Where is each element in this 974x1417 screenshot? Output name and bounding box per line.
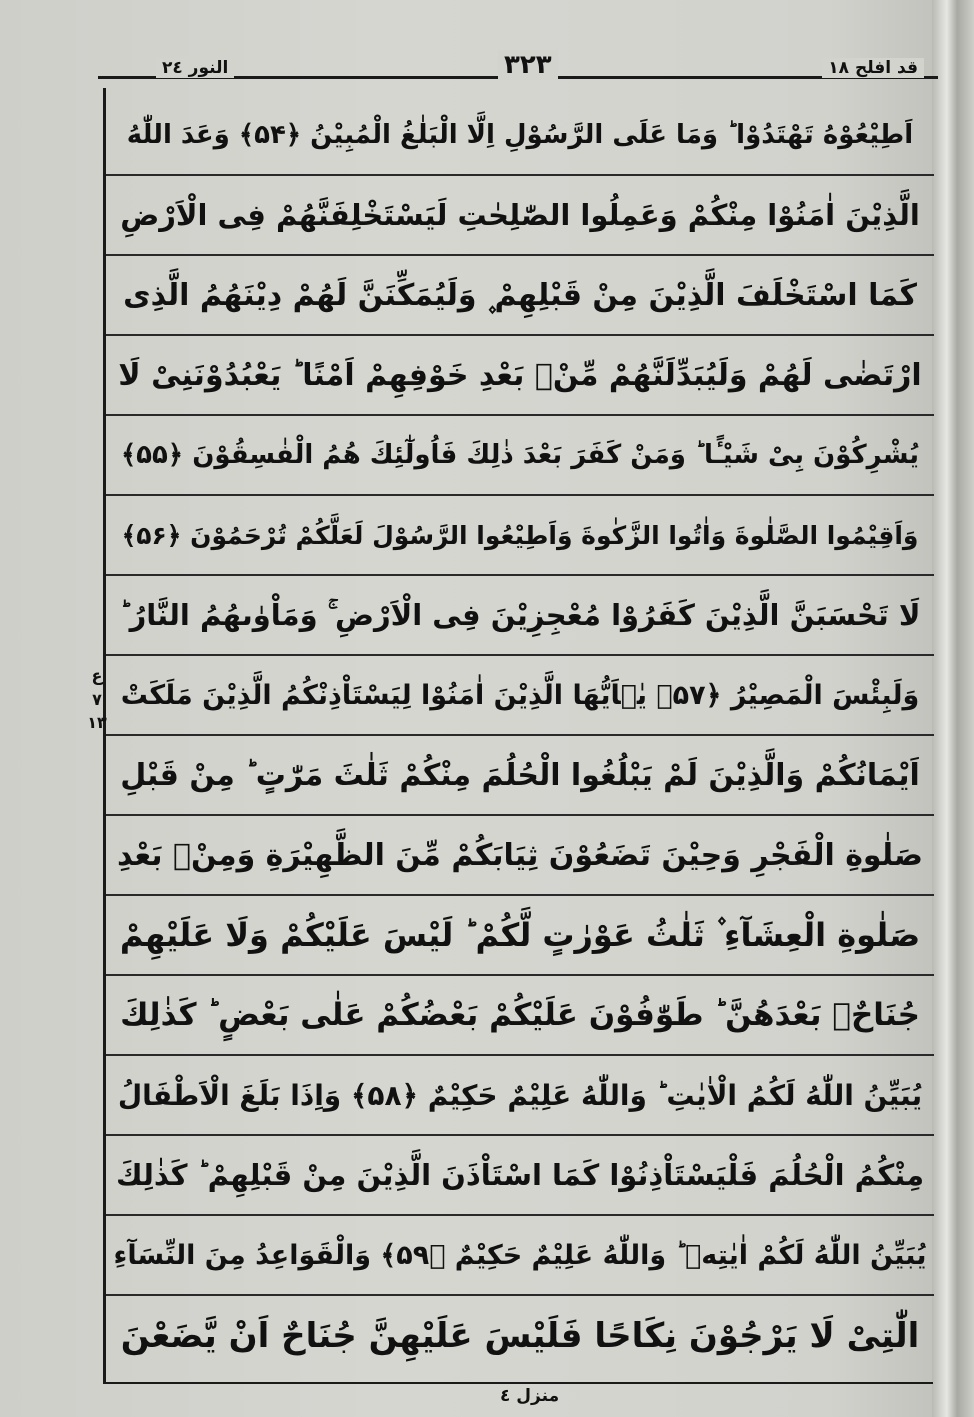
verse-line-text: اَطِيْعُوْهُ تَهْتَدُوْا ؕ وَمَا عَلَى الرَّسُوْلِ اِلَّا الْبَلٰغُ الْمُبِيْنُ ﴿۵۴﴾ وَعَدَ اللّٰهُ [126, 120, 914, 150]
verse-line-text: كَمَا اسْتَخْلَفَ الَّذِيْنَ مِنْ قَبْلِهِمْ ۪ وَلَيُمَكِّنَنَّ لَهُمْ دِيْنَهُمُ الَّذِى [123, 277, 917, 313]
verse-line [106, 336, 934, 416]
verse-line [106, 976, 934, 1056]
verse-line [106, 736, 934, 816]
verse-line-text: يُشْرِكُوْنَ بِىْ شَيْـًٔا ؕ وَمَنْ كَفَرَ بَعْدَ ذٰلِكَ فَاُولٰٓئِكَ هُمُ الْفٰسِقُوْنَ ﴿۵۵﴾ [120, 440, 920, 470]
book-binding [932, 0, 974, 1417]
verse-line-text: ارْتَضٰى لَهُمْ وَلَيُبَدِّلَنَّهُمْ مِّنْۢ بَعْدِ خَوْفِهِمْ اَمْنًا ؕ يَعْبُدُوْنَنِىْ لَا [118, 357, 922, 393]
verse-line [106, 656, 934, 736]
verse-line-text: جُنَاحٌۢ بَعْدَهُنَّ ؕ طَوّٰفُوْنَ عَلَيْكُمْ بَعْضُكُمْ عَلٰى بَعْضٍ ؕ كَذٰلِكَ [120, 997, 920, 1033]
verse-line-text: اَيْمَانُكُمْ وَالَّذِيْنَ لَمْ يَبْلُغُوا الْحُلُمَ مِنْكُمْ ثَلٰثَ مَرّٰتٍ ؕ مِنْ قَبْلِ [120, 757, 920, 793]
verse-line-text: وَلَبِئْسَ الْمَصِيْرُ ﴿۵۷﴾ يٰۤاَيُّهَا الَّذِيْنَ اٰمَنُوْا لِيَسْتَاْذِنْكُمُ الَّذِيْنَ مَلَكَتْ [120, 679, 920, 711]
verse-line [106, 96, 934, 176]
verse-line [106, 1296, 934, 1376]
verse-line-text: الَّذِيْنَ اٰمَنُوْا مِنْكُمْ وَعَمِلُوا الصّٰلِحٰتِ لَيَسْتَخْلِفَنَّهُمْ فِى الْاَرْضِ [120, 198, 920, 232]
page-header [98, 50, 938, 88]
verse-line-text: مِنْكُمُ الْحُلُمَ فَلْيَسْتَاْذِنُوْا كَمَا اسْتَاْذَنَ الَّذِيْنَ مِنْ قَبْلِهِمْ ؕ كَذٰلِكَ [115, 1158, 925, 1192]
verse-line-text: صَلٰوةِ الْعِشَآءِ ۫ ثَلٰثُ عَوْرٰتٍ لَّكُمْ ؕ لَيْسَ عَلَيْكُمْ وَلَا عَلَيْهِمْ [119, 915, 921, 954]
verse-line-text: وَاَقِيْمُوا الصَّلٰوةَ وَاٰتُوا الزَّكٰوةَ وَاَطِيْعُوا الرَّسُوْلَ لَعَلَّكُمْ تُرْحَمُوْنَ ﴿۵۶﴾ [121, 520, 919, 550]
header-page-number: ٣٢٣ [498, 50, 558, 80]
header-surah-name: النور ٢٤ [156, 58, 234, 78]
verse-line [106, 416, 934, 496]
verse-line [106, 896, 934, 976]
verse-line-text: لَا تَحْسَبَنَّ الَّذِيْنَ كَفَرُوْا مُعْجِزِيْنَ فِى الْاَرْضِ ۚ وَمَاْوٰىهُمُ النَّارُ ؕ [119, 597, 921, 632]
ruku-mark-count: ١٣ [87, 713, 107, 732]
verse-line-text: صَلٰوةِ الْفَجْرِ وَحِيْنَ تَضَعُوْنَ ثِيَابَكُمْ مِّنَ الظَّهِيْرَةِ وَمِنْۢ بَعْدِ [117, 837, 923, 873]
verse-line [106, 496, 934, 576]
verse-line [106, 1056, 934, 1136]
verse-line-text: الّٰتِىْ لَا يَرْجُوْنَ نِكَاحًا فَلَيْسَ عَلَيْهِنَّ جُنَاحٌ اَنْ يَّضَعْنَ [120, 1316, 920, 1356]
header-juz-name: قد افلح ١٨ [822, 58, 924, 78]
verse-line [106, 1136, 934, 1216]
verse-line [106, 576, 934, 656]
ruku-mark-number: ٧ [92, 689, 102, 709]
page-footer-manzil: منزل ٤ [500, 1386, 560, 1406]
verse-line [106, 816, 934, 896]
verse-line [106, 256, 934, 336]
verse-line-text: يُبَيِّنُ اللّٰهُ لَكُمْ اٰيٰتِهٖ ؕ وَاللّٰهُ عَلِيْمٌ حَكِيْمٌ ﴿۵۹﴾ وَالْقَوَاعِدُ مِنَ النِّسَآءِ [113, 1239, 927, 1271]
ruku-margin-mark [86, 666, 108, 732]
verse-line [106, 1216, 934, 1296]
ruku-mark-letter: ع [91, 666, 103, 685]
verse-line-text: يُبَيِّنُ اللّٰهُ لَكُمُ الْاٰيٰتِ ؕ وَاللّٰهُ عَلِيْمٌ حَكِيْمٌ ﴿۵۸﴾ وَاِذَا بَلَغَ الْاَطْفَالُ [117, 1078, 923, 1112]
verse-line [106, 176, 934, 256]
